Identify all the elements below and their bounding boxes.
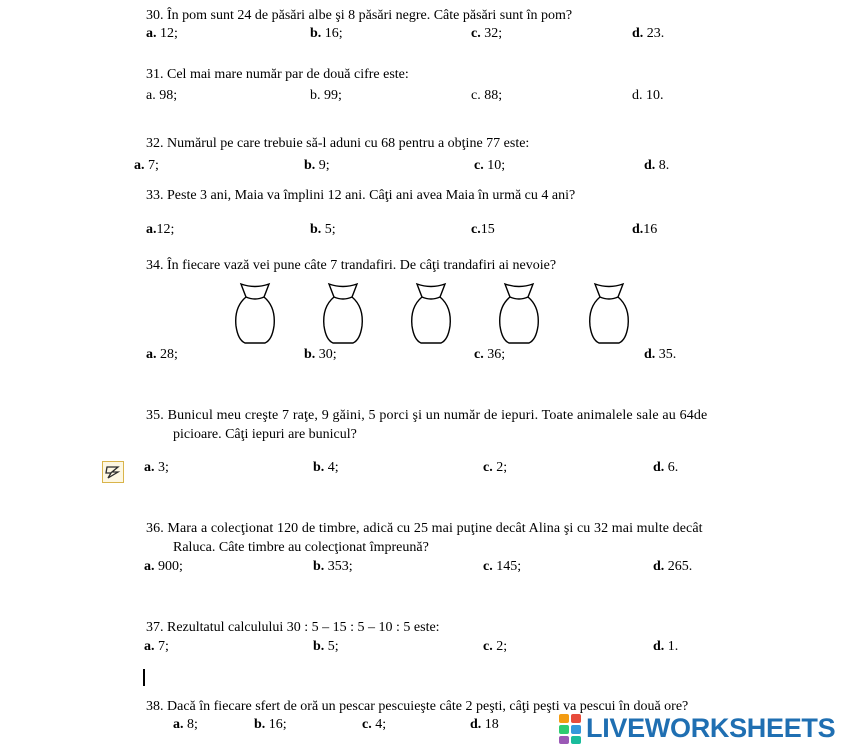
question-37-text: 37. Rezultatul calculului 30 : 5 – 15 : 5 – 10 : 5 este: — [146, 620, 440, 635]
question-38-text: 38. Dacă în fiecare sfert de oră un pescar pescuieşte câte 2 peşti, câţi peşti va pescui în două ore? — [146, 699, 689, 714]
q30-option-d[interactable]: d. 23. — [632, 26, 665, 41]
question-35-text-cont: picioare. Câţi iepuri are bunicul? — [173, 427, 357, 442]
question-32-text: 32. Numărul pe care trebuie să-l aduni cu 68 pentru a obţine 77 este: — [146, 136, 530, 151]
q35-option-b[interactable]: b. 4; — [313, 460, 339, 475]
q33-option-b[interactable]: b. 5; — [310, 222, 336, 237]
text-cursor — [143, 669, 145, 686]
vase-icon — [586, 280, 632, 346]
q34-option-b[interactable]: b. 30; — [304, 347, 337, 362]
q35-option-a[interactable]: a. 3; — [144, 460, 169, 475]
q31-option-a[interactable]: a. 98; — [146, 88, 178, 103]
question-33-text: 33. Peste 3 ani, Maia va împlini 12 ani. Câţi ani avea Maia în urmă cu 4 ani? — [146, 188, 576, 203]
q32-option-d[interactable]: d. 8. — [644, 158, 670, 173]
q34-option-c[interactable]: c. 36; — [474, 347, 506, 362]
q30-option-b[interactable]: b. 16; — [310, 26, 343, 41]
q34-option-a[interactable]: a. 28; — [146, 347, 178, 362]
q32-option-b[interactable]: b. 9; — [304, 158, 330, 173]
q35-option-c[interactable]: c. 2; — [483, 460, 508, 475]
edit-marker-icon[interactable] — [102, 461, 124, 483]
q36-option-a[interactable]: a. 900; — [144, 559, 183, 574]
q31-option-d[interactable]: d. 10. — [632, 88, 664, 103]
question-36-text: 36. Mara a colecţionat 120 de timbre, adică cu 25 mai puţine decât Alina şi cu 32 mai multe decât — [146, 521, 703, 536]
q33-option-a[interactable]: a.12; — [146, 222, 175, 237]
q35-option-d[interactable]: d. 6. — [653, 460, 679, 475]
q38-option-a[interactable]: a. 8; — [173, 717, 198, 732]
q36-option-d[interactable]: d. 265. — [653, 559, 693, 574]
q31-option-c[interactable]: c. 88; — [471, 88, 503, 103]
liveworksheets-logo-text[interactable]: LIVEWORKSHEETS — [586, 713, 836, 743]
q36-option-c[interactable]: c. 145; — [483, 559, 522, 574]
vase-icon — [496, 280, 542, 346]
q32-option-c[interactable]: c. 10; — [474, 158, 506, 173]
question-35-text: 35. Bunicul meu creşte 7 raţe, 9 găini, 5 porci şi un număr de iepuri. Toate animalele sale au 64de — [146, 408, 708, 423]
q31-option-b[interactable]: b. 99; — [310, 88, 342, 103]
q30-option-a[interactable]: a. 12; — [146, 26, 178, 41]
q38-option-b[interactable]: b. 16; — [254, 717, 287, 732]
question-31-text: 31. Cel mai mare număr par de două cifre este: — [146, 67, 409, 82]
q30-option-c[interactable]: c. 32; — [471, 26, 503, 41]
q32-option-a[interactable]: a. 7; — [134, 158, 159, 173]
question-30-text: 30. În pom sunt 24 de păsări albe şi 8 păsări negre. Câte păsări sunt în pom? — [146, 8, 573, 23]
q37-option-a[interactable]: a. 7; — [144, 639, 169, 654]
liveworksheets-logo-icon — [558, 713, 584, 745]
q37-option-d[interactable]: d. 1. — [653, 639, 679, 654]
q33-option-d[interactable]: d.16 — [632, 222, 658, 237]
q38-option-d[interactable]: d. 18 — [470, 717, 499, 732]
question-34-text: 34. În fiecare vază vei pune câte 7 trandafiri. De câţi trandafiri ai nevoie? — [146, 258, 557, 273]
vase-icon — [232, 280, 278, 346]
q36-option-b[interactable]: b. 353; — [313, 559, 353, 574]
q38-option-c[interactable]: c. 4; — [362, 717, 387, 732]
q33-option-c[interactable]: c.15 — [471, 222, 495, 237]
vase-icon — [320, 280, 366, 346]
q37-option-c[interactable]: c. 2; — [483, 639, 508, 654]
q34-option-d[interactable]: d. 35. — [644, 347, 677, 362]
question-36-text-cont: Raluca. Câte timbre au colecţionat împreună? — [173, 540, 429, 555]
q37-option-b[interactable]: b. 5; — [313, 639, 339, 654]
vase-icon — [408, 280, 454, 346]
